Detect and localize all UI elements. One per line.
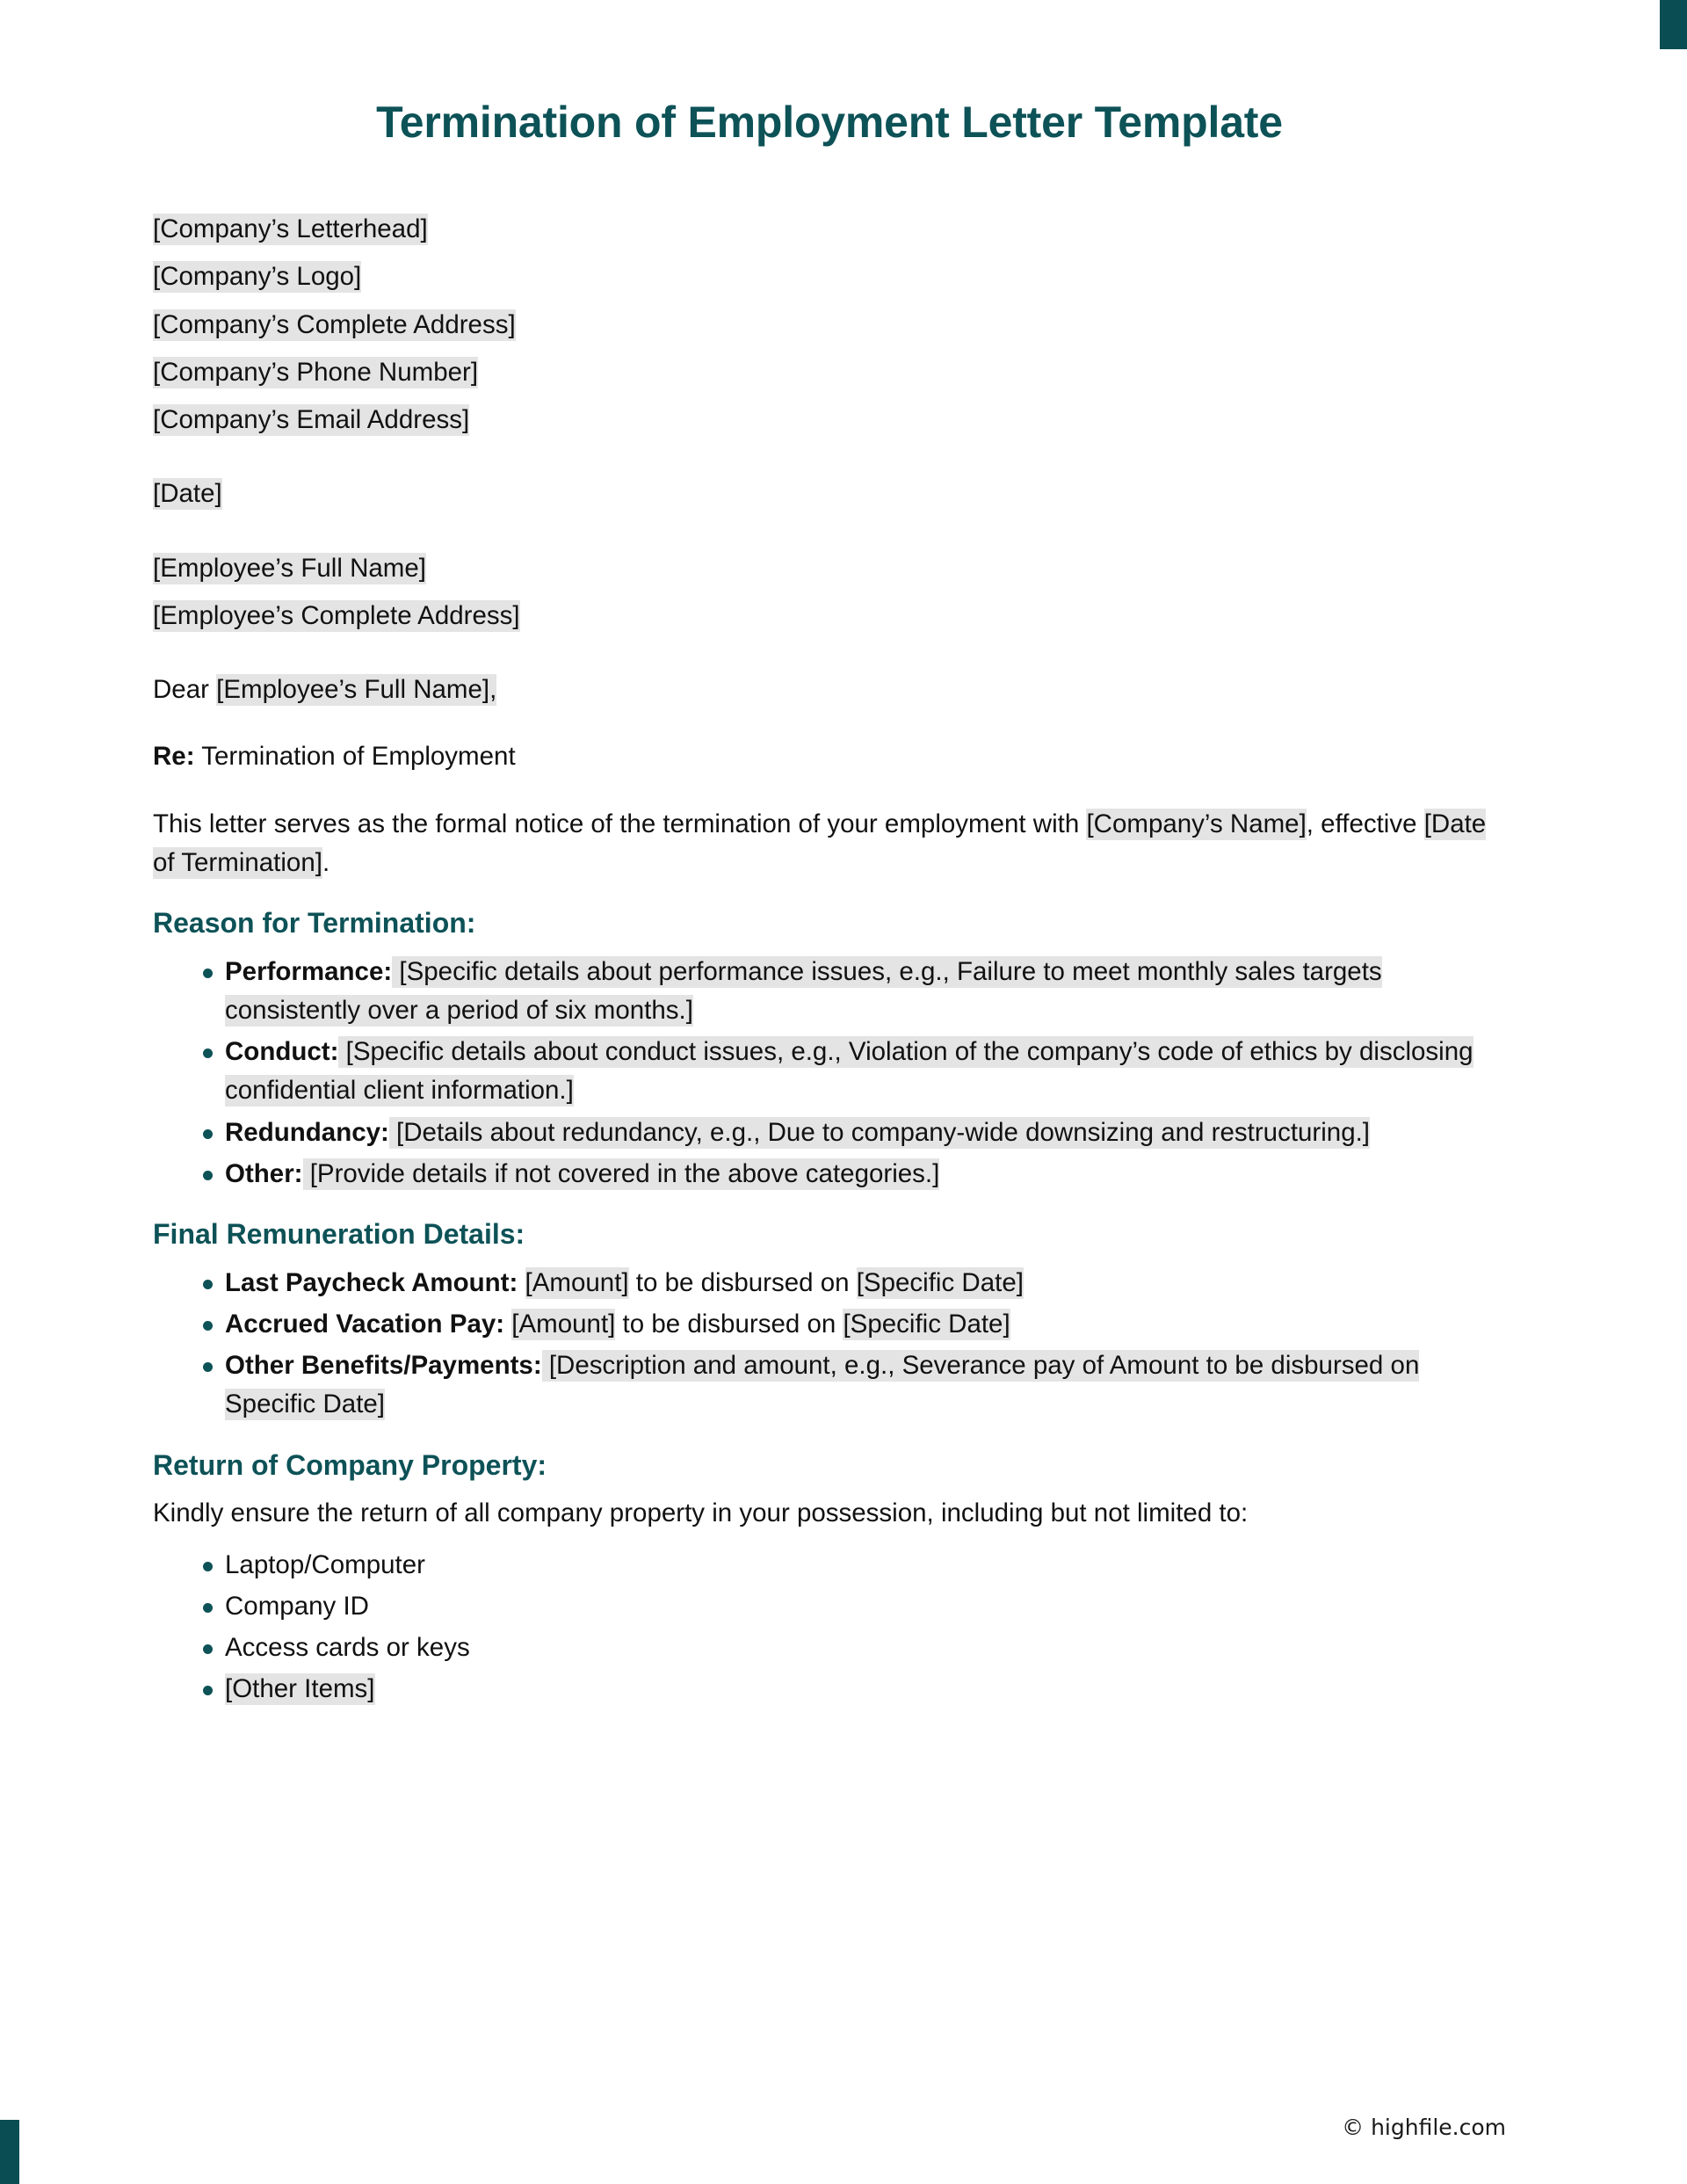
letterhead-line-logo bbox=[153, 258, 1506, 296]
recipient-block bbox=[153, 549, 1506, 636]
reason-value-redundancy: [Details about redundancy, e.g., Due to company-wide downsizing and restructuring.] bbox=[388, 1117, 1371, 1147]
section-heading-property: Return of Company Property: bbox=[153, 1448, 547, 1481]
letterhead-block bbox=[153, 210, 1506, 439]
page-title: Termination of Employment Letter Template bbox=[376, 98, 1283, 147]
list-item bbox=[153, 1346, 1506, 1425]
footer-copyright: © highfile.com bbox=[1342, 2115, 1506, 2140]
property-item-company-id: Company ID bbox=[225, 1591, 369, 1621]
placeholder-vacation-pay-amount: [Amount] bbox=[511, 1309, 616, 1339]
salutation-prefix: Dear bbox=[153, 675, 217, 704]
placeholder-employee-name: [Employee’s Full Name] bbox=[153, 553, 426, 583]
property-item-access-cards: Access cards or keys bbox=[225, 1633, 470, 1663]
reason-label-performance: Performance: bbox=[225, 956, 393, 986]
subject-text: Termination of Employment bbox=[194, 742, 516, 772]
list-item bbox=[153, 1264, 1506, 1302]
reason-label-other: Other: bbox=[225, 1158, 303, 1188]
letterhead-line-address bbox=[153, 306, 1506, 345]
placeholder-other-items: [Other Items] bbox=[225, 1674, 375, 1704]
salutation-line bbox=[153, 671, 1506, 709]
remuneration-list bbox=[153, 1264, 1506, 1425]
spacer bbox=[153, 523, 1506, 549]
list-item bbox=[153, 1114, 1506, 1152]
property-intro-paragraph: Kindly ensure the return of all company property in your possession, including but not limited to: bbox=[153, 1498, 1249, 1528]
section-heading-remuneration: Final Remuneration Details: bbox=[153, 1218, 525, 1251]
list-item bbox=[153, 1033, 1506, 1111]
placeholder-employee-address: [Employee’s Complete Address] bbox=[153, 600, 520, 630]
intro-paragraph bbox=[153, 805, 1506, 883]
document-content bbox=[153, 0, 1506, 1712]
spacer bbox=[153, 786, 1506, 805]
spacer bbox=[153, 718, 1506, 737]
intro-part-3: . bbox=[322, 847, 330, 877]
remuneration-label-vacation-pay: Accrued Vacation Pay: bbox=[225, 1309, 505, 1339]
list-item bbox=[153, 1670, 1506, 1709]
placeholder-other-benefits: [Description and amount, e.g., Severance pay of Amount to be disbursed on Specific Date] bbox=[225, 1351, 1420, 1419]
letterhead-line-phone bbox=[153, 353, 1506, 392]
reason-list bbox=[153, 953, 1506, 1194]
remuneration-label-other-benefits: Other Benefits/Payments: bbox=[225, 1351, 542, 1381]
intro-part-1: This letter serves as the formal notice of the termination of your employment with bbox=[153, 809, 1087, 838]
spacer bbox=[153, 448, 1506, 475]
placeholder-company-email: [Company’s Email Address] bbox=[153, 405, 470, 434]
placeholder-last-paycheck-amount: [Amount] bbox=[525, 1267, 629, 1297]
remuneration-middle-1: to be disbursed on bbox=[615, 1309, 844, 1339]
subject-line bbox=[153, 737, 1506, 776]
subject-label: Re: bbox=[153, 742, 195, 772]
letterhead-line-letterhead bbox=[153, 210, 1506, 249]
section-heading-reason: Reason for Termination: bbox=[153, 907, 476, 939]
placeholder-company-address: [Company’s Complete Address] bbox=[153, 309, 516, 339]
placeholder-company-phone: [Company’s Phone Number] bbox=[153, 357, 479, 387]
placeholder-termination-date: [Date of Termination] bbox=[153, 809, 1487, 877]
intro-part-2: , effective bbox=[1306, 809, 1424, 838]
letter-body bbox=[153, 210, 1506, 1709]
remuneration-label-last-paycheck: Last Paycheck Amount: bbox=[225, 1267, 518, 1297]
placeholder-last-paycheck-date: [Specific Date] bbox=[856, 1267, 1024, 1297]
recipient-name-line bbox=[153, 549, 1506, 588]
reason-value-performance: [Specific details about performance issues, e.g., Failure to meet monthly sales targets consistently over a period of six months.] bbox=[225, 956, 1382, 1025]
property-list bbox=[153, 1546, 1506, 1709]
placeholder-company-logo: [Company’s Logo] bbox=[153, 262, 362, 292]
recipient-address-line bbox=[153, 597, 1506, 635]
list-item bbox=[153, 1155, 1506, 1194]
list-item bbox=[153, 1546, 1506, 1585]
placeholder-company-letterhead: [Company’s Letterhead] bbox=[153, 214, 428, 243]
spacer bbox=[153, 644, 1506, 671]
date-line bbox=[153, 475, 1506, 513]
reason-value-other: [Provide details if not covered in the above categories.] bbox=[302, 1158, 940, 1188]
list-item bbox=[153, 1587, 1506, 1626]
list-item bbox=[153, 953, 1506, 1031]
placeholder-vacation-pay-date: [Specific Date] bbox=[843, 1309, 1010, 1339]
list-item bbox=[153, 1629, 1506, 1667]
corner-accent-bar-bottom-left bbox=[0, 2120, 19, 2184]
reason-label-redundancy: Redundancy: bbox=[225, 1117, 389, 1147]
letterhead-line-email bbox=[153, 401, 1506, 439]
placeholder-date: [Date] bbox=[153, 479, 222, 509]
remuneration-middle-0: to be disbursed on bbox=[628, 1267, 857, 1297]
reason-label-conduct: Conduct: bbox=[225, 1037, 339, 1067]
property-item-laptop: Laptop/Computer bbox=[225, 1549, 425, 1579]
list-item bbox=[153, 1305, 1506, 1344]
reason-value-conduct: [Specific details about conduct issues, e.g., Violation of the company’s code of ethics by disclosing confidential client information.] bbox=[225, 1037, 1473, 1106]
corner-accent-bar-top-right bbox=[1660, 0, 1687, 49]
placeholder-company-name: [Company’s Name] bbox=[1086, 809, 1307, 838]
placeholder-salutation-name: [Employee’s Full Name], bbox=[216, 675, 497, 704]
